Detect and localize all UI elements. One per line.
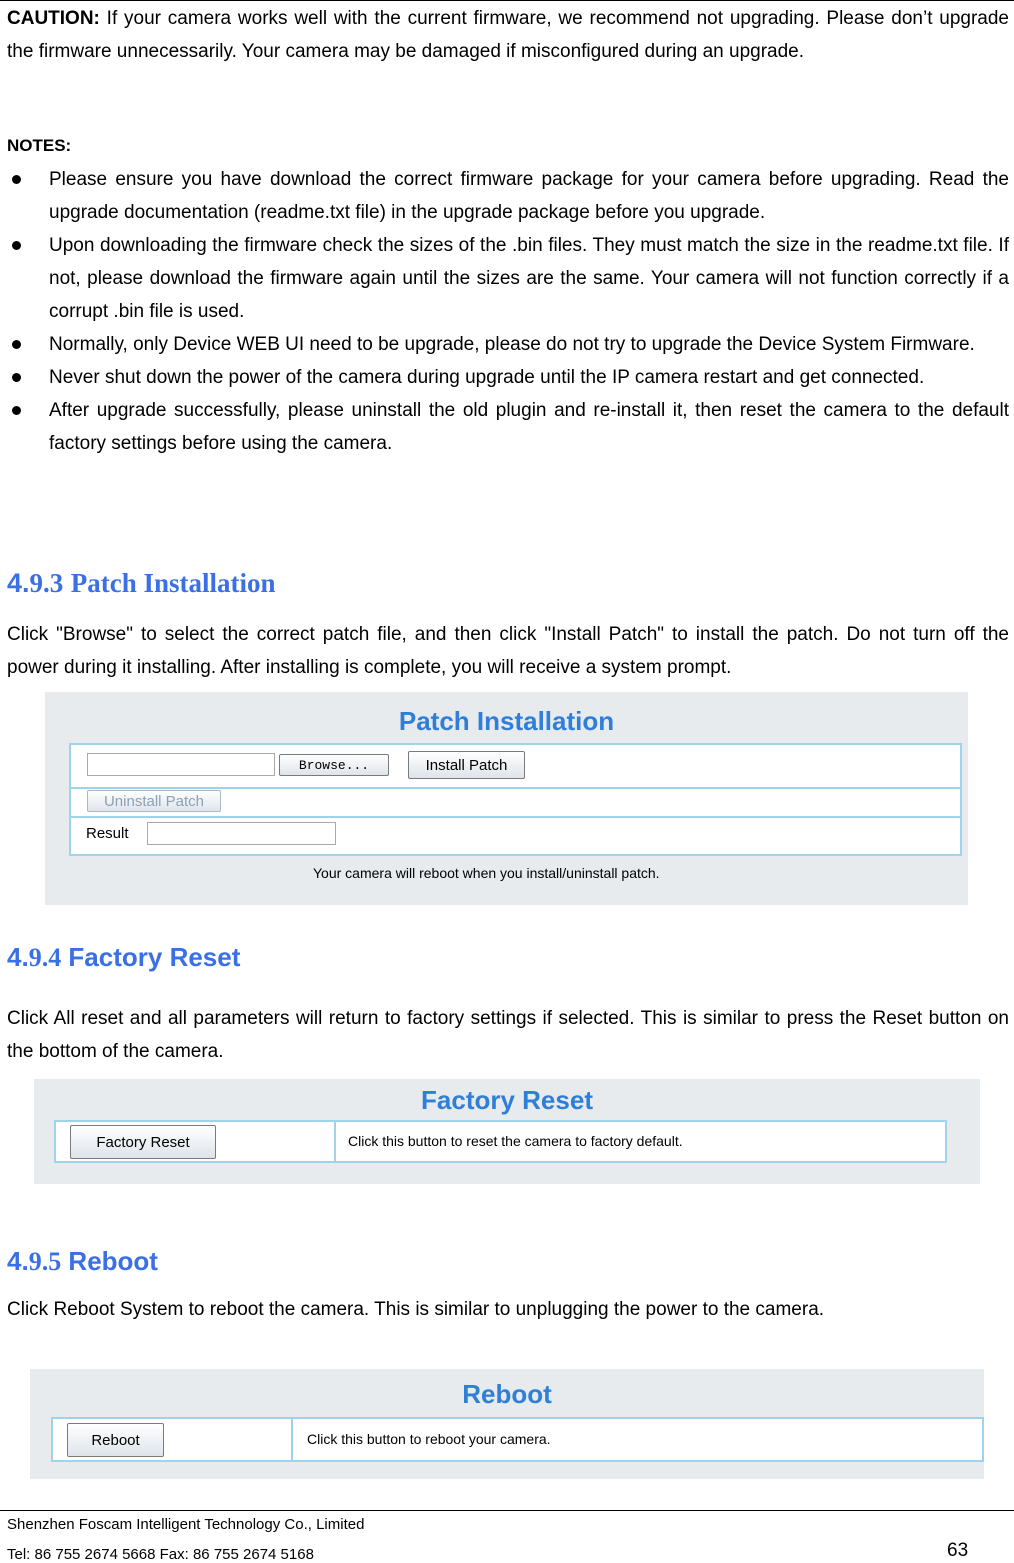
note-item: After upgrade successfully, please uninstall the old plugin and re-install it, then reset the camera to the default factory settings before using the camera.	[7, 394, 1009, 460]
factory-reset-body: Click All reset and all parameters will return to factory settings if selected. This is similar to press the Reset button on the bottom of the camera.	[7, 1008, 1009, 1062]
reboot-note: Your camera will reboot when you install/uninstall patch.	[313, 865, 660, 881]
caution-text: If your camera works well with the current firmware, we recommend not upgrading. Please don’t upgrade the firmware unnecessarily. Your camera may be damaged if misconfigured during an upgrade.	[7, 8, 1009, 62]
reboot-panel	[30, 1369, 984, 1479]
footer-rule	[0, 1510, 1014, 1511]
note-item: Please ensure you have download the correct firmware package for your camera before upgrading. Read the upgrade documentation (readme.txt file) in the upgrade package before you upgrade.	[7, 163, 1009, 229]
result-label: Result	[86, 825, 129, 842]
top-rule	[0, 0, 1014, 1]
uninstall-patch-button[interactable]: Uninstall Patch	[87, 790, 221, 812]
patch-installation-panel	[45, 692, 968, 905]
panel-title: Reboot	[462, 1379, 552, 1409]
note-item: Normally, only Device WEB UI need to be upgrade, please do not try to upgrade the Device System Firmware.	[7, 328, 1009, 361]
column-divider	[334, 1122, 336, 1161]
note-item: Upon downloading the firmware check the sizes of the .bin files. They must match the size in the readme.txt file. If not, please download the firmware again until the sizes are the same. Your camera will not function correctly if a corrupt .bin file is used.	[7, 229, 1009, 328]
reboot-body: Click Reboot System to reboot the camera. This is similar to unplugging the power to the camera.	[7, 1299, 825, 1320]
section-heading-patch: 4.9.3 Patch Installation	[7, 568, 276, 598]
install-patch-button[interactable]: Install Patch	[408, 751, 525, 779]
factory-reset-panel	[34, 1079, 980, 1184]
caution-paragraph	[7, 3, 1009, 68]
notes-list	[7, 163, 1009, 460]
footer-company: Shenzhen Foscam Intelligent Technology Co., Limited	[7, 1516, 365, 1533]
reboot-row	[51, 1417, 984, 1462]
section-heading-reboot: 4.9.5 Reboot	[7, 1246, 158, 1276]
row-divider	[71, 816, 960, 818]
notes-title: NOTES:	[7, 136, 72, 155]
column-divider	[291, 1419, 293, 1460]
factory-reset-row	[54, 1120, 947, 1163]
footer-contact: Tel: 86 755 2674 5668 Fax: 86 755 2674 5168	[7, 1546, 314, 1563]
reboot-desc: Click this button to reboot your camera.	[307, 1431, 551, 1447]
note-item: Never shut down the power of the camera during upgrade until the IP camera restart and get connected.	[7, 361, 1009, 394]
patch-form	[69, 743, 962, 856]
panel-title: Patch Installation	[398, 706, 615, 736]
factory-reset-button[interactable]: Factory Reset	[70, 1125, 216, 1159]
row-divider	[71, 787, 960, 789]
result-field	[147, 822, 336, 845]
section-heading-factory-reset: 4.9.4 Factory Reset	[7, 942, 241, 972]
browse-button[interactable]: Browse...	[279, 754, 389, 776]
factory-reset-desc: Click this button to reset the camera to factory default.	[348, 1133, 683, 1149]
reboot-button[interactable]: Reboot	[67, 1423, 164, 1457]
page-number: 63	[947, 1540, 969, 1561]
patch-body: Click "Browse" to select the correct patch file, and then click "Install Patch" to install the patch. Do not turn off the power during it installing. After installing is complete, you will receive a system prompt.	[7, 624, 1009, 678]
panel-title: Factory Reset	[421, 1085, 593, 1115]
patch-file-input[interactable]	[87, 753, 275, 776]
caution-label: CAUTION:	[7, 8, 100, 29]
